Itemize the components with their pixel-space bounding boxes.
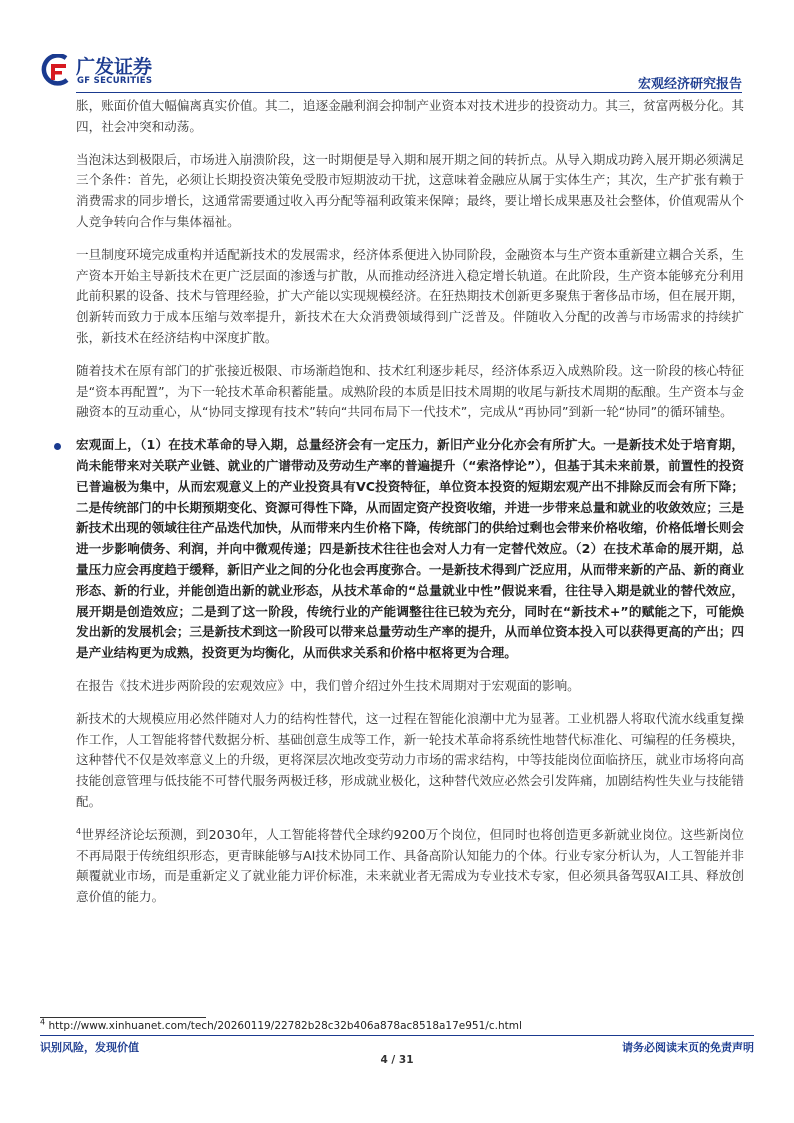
report-type-label: 宏观经济研究报告 — [637, 77, 742, 92]
bullet-dot-icon — [54, 443, 61, 450]
footer-divider — [40, 1035, 754, 1036]
footnote-ref-marker[interactable]: 4 — [76, 826, 82, 836]
footnote — [40, 1017, 522, 1032]
gf-securities-logo — [40, 52, 180, 92]
paragraph-5: 在报告《技术进步两阶段的宏观效应》中，我们曾介绍过外生技术周期对于宏观面的影响。 — [76, 677, 580, 693]
footnote-link[interactable]: http://www.xinhuanet.com/tech/20260119/22782b28c32b406a878ac8518a17e951/c.html — [48, 1020, 522, 1032]
paragraph-6: 新技术的大规模应用必然伴随对人力的结构性替代，这一过程在智能化浪潮中尤为显著。工业机器人将取代流水线重复操作工作，人工智能将替代数据分析、基础创意生成等工作，新一轮技术革命将系统性地替代标准化、可编程的任务模块，这种替代不仅是效率意义上的升级，更将深层次地改变劳动力市场的需求结构，中等技能岗位面临挤压，就业市场将向高技能创意管理与低技能不可替代服务两极迁移，形成就业极化，这种替代效应必然会引发阵痛，加剧结构性失业与技能错配。 — [76, 710, 744, 809]
paragraph-2: 当泡沫达到极限后，市场进入崩溃阶段，这一时期便是导入期和展开期之间的转折点。从导入期成功跨入展开期必须满足三个条件：首先，必须让长期投资决策免受股市短期波动干扰，这意味着金融应从属于实体生产；其次，生产扩张有赖于消费需求的同步增长，这通常需要通过收入再分配等福利政策来保障；最终，要让增长成果惠及社会整体，价值观需从个人竞争转向合作与集体福祉。 — [76, 151, 744, 229]
logo-english-name: GF SECURITIES — [77, 76, 153, 86]
logo-chinese-name: 广发证券 — [76, 56, 153, 78]
paragraph-3: 一旦制度环境完成重构并适配新技术的发展需求，经济体系便进入协同阶段，金融资本与生产资本重新建立耦合关系，生产资本开始主导新技术在更广泛层面的渗透与扩散，从而推动经济进入稳定增长轨道。在此阶段，生产资本能够充分利用此前积累的设备、技术与管理经验，扩大产能以实现规模经济。在狂热期技术创新更多聚焦于奢侈品市场，但在展开期，创新转而致力于成本压缩与效率提升，新技术在大众消费领域得到广泛普及。伴随收入分配的改善与市场需求的持续扩张，新技术在经济结构中深度扩散。 — [76, 246, 744, 345]
page-header — [40, 52, 754, 92]
bullet-paragraph: 宏观面上，（1）在技术革命的导入期，总量经济会有一定压力，新旧产业分化亦会有所扩大。一是新技术处于培育期，尚未能带来对关联产业链、就业的广谱带动及劳动生产率的普遍提升（“索洛悖论”），但基于其未来前景，前置性的投资已普遍极为集中，从而宏观意义上的产业投资具有VC投资特征，单位资本投资的短期宏观产出不排除反而会有所下降；二是传统部门的中长期预期变化、资源可得性下降，从而固定资产投资收缩，并进一步带来总量和就业的收敛效应；三是新技术出现的领域往往产品迭代加快，从而带来内生价格下降，传统部门的供给过剩也会带来价格收缩，价格低增长则会进一步影响债务、利润，并向中微观传递；四是新技术往往也会对人力有一定替代效应。（2）在技术革命的展开期，总量压力应会再度趋于缓释，新旧产业之间的分化也会再度弥合。一是新技术得到广泛应用，从而带来新的产品、新的商业形态、新的行业，并能创造出新的就业形态，从技术革命的“总量就业中性”假说来看，往往导入期是就业的替代效应，展开期是创造效应；二是到了这一阶段，传统行业的产能调整往往已较为充分，同时在“新技术+”的赋能之下，可能焕发出新的发展机会；三是新技术到这一阶段可以带来总量劳动生产率的提升，从而单位资本投入可以获得更高的产出；四是产业结构更为成熟，投资更为均衡化，从而供求关系和价格中枢将更为合理。 — [76, 437, 744, 661]
main-content — [76, 96, 744, 908]
bullet-point — [76, 435, 744, 664]
header-divider — [76, 92, 742, 93]
paragraph-7-text: 世界经济论坛预测，到2030年，人工智能将替代全球约9200万个岗位，但同时也将创造更多新就业岗位。这些新岗位不再局限于传统组织形态，更青睐能够与AI技术协同工作、具备高阶认知能力的个体。行业专家分析认为，人工智能并非颠覆就业市场，而是重新定义了就业能力评价标准，未来就业者无需成为专业技术专家，但必须具备驾驭AI工具、释放创意价值的能力。 — [76, 826, 744, 905]
footnote-divider — [40, 1017, 206, 1018]
footnote-marker: 4 — [40, 1017, 46, 1027]
footer-slogan: 识别风险，发现价值 — [40, 1041, 139, 1054]
paragraph-1: 胀，账面价值大幅偏离真实价值。其二，追逐金融利润会抑制产业资本对技术进步的投资动力。其三，贫富两极分化。其四，社会冲突和动荡。 — [76, 98, 744, 134]
page-number: 4 / 31 — [380, 1054, 414, 1066]
paragraph-4: 随着技术在原有部门的扩张接近极限、市场渐趋饱和、技术红利逐步耗尽，经济体系迈入成熟阶段。这一阶段的核心特征是“资本再配置”，为下一轮技术革命积蓄能量。成熟阶段的本质是旧技术周期的收尾与新技术周期的酝酿。生产资本与金融资本的互动重心，从“协同支撑现有技术”转向“共同布局下一代技术”，完成从“再协同”到新一轮“协同”的循环铺垫。 — [76, 362, 744, 420]
gf-logo-icon — [40, 54, 72, 88]
paragraph-7 — [76, 825, 744, 908]
footer-disclaimer-note: 请务必阅读末页的免责声明 — [622, 1041, 754, 1054]
